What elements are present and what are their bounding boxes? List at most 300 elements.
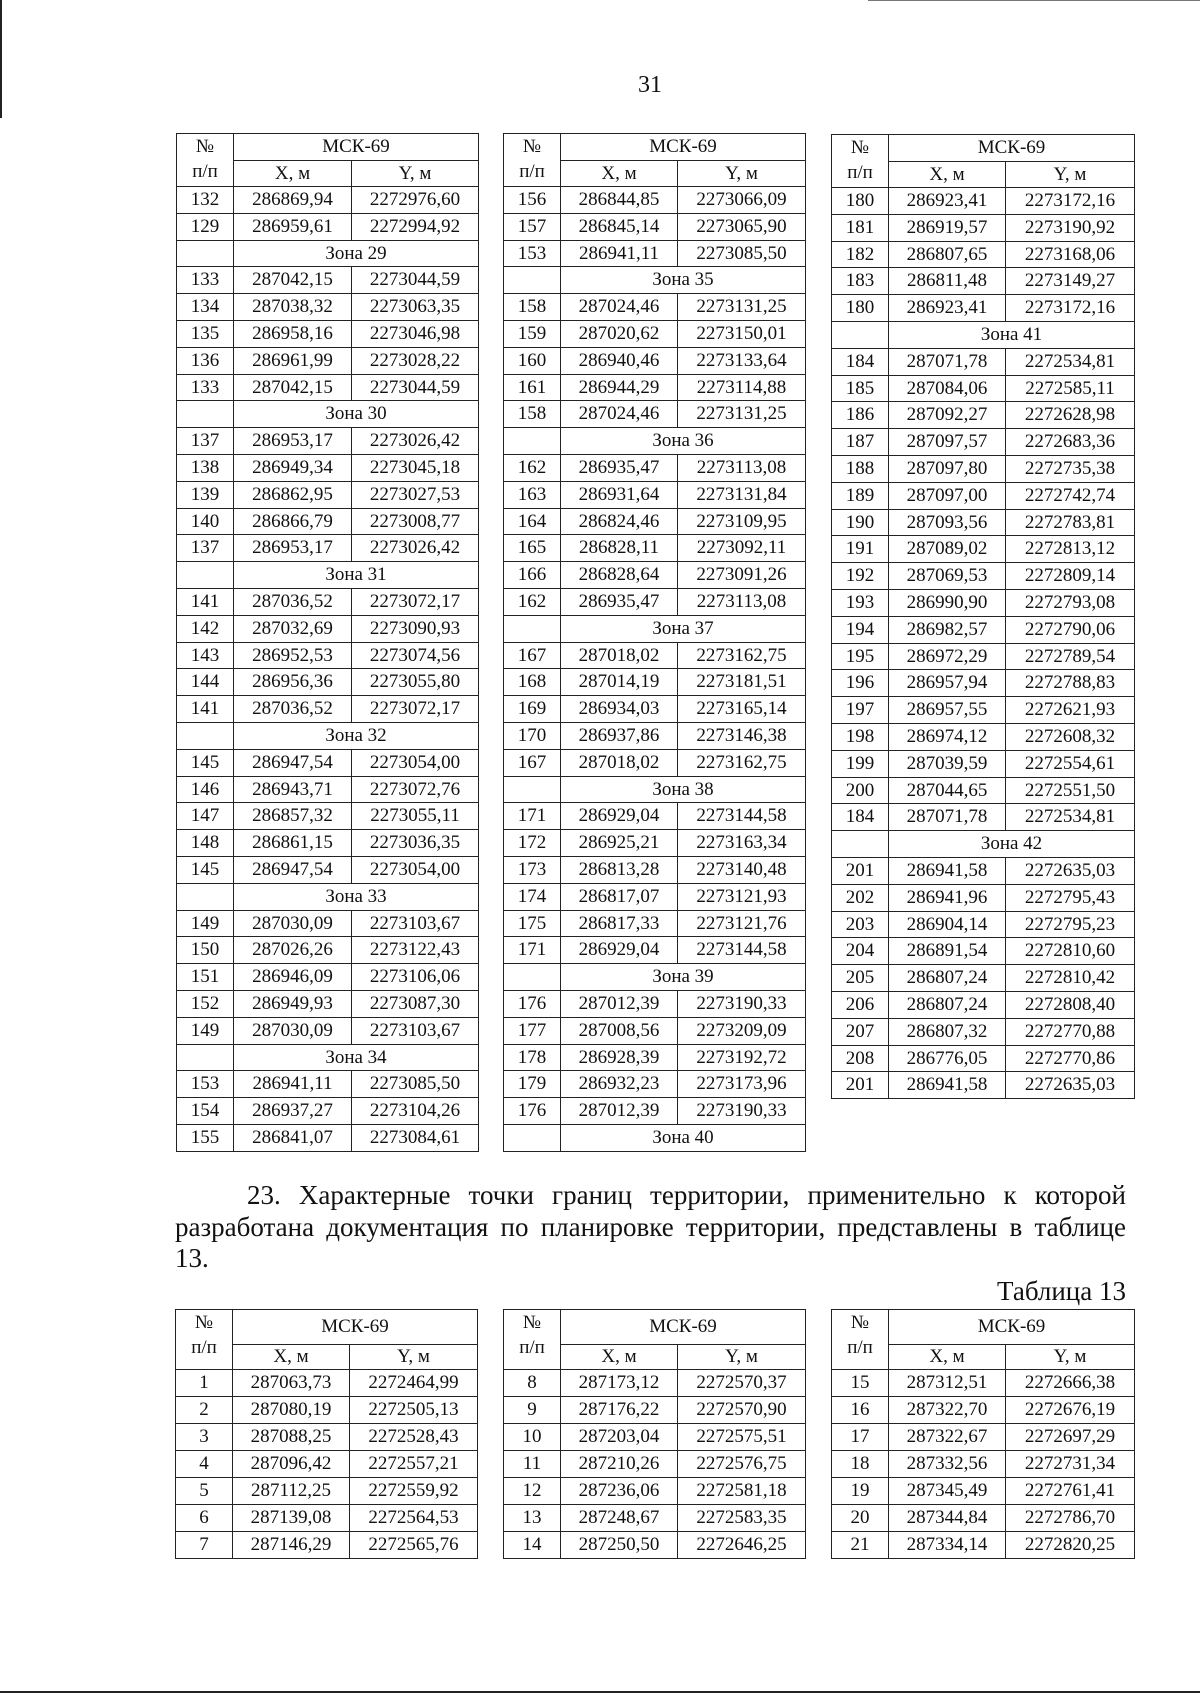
table-row <box>832 509 1135 536</box>
y-coordinate-cell: 2272628,98 <box>1006 402 1135 429</box>
y-coordinate-cell: 2273113,08 <box>678 454 806 481</box>
point-number-cell: 8 <box>504 1370 561 1397</box>
table-row <box>177 1017 479 1044</box>
x-coordinate-cell: 286944,29 <box>561 374 678 401</box>
table-row <box>504 696 806 723</box>
y-coordinate-cell: 2273074,56 <box>352 642 479 669</box>
table-row <box>832 375 1135 402</box>
x-coordinate-cell: 287344,84 <box>889 1505 1006 1532</box>
point-number-cell: 189 <box>832 482 889 509</box>
x-coordinate-cell: 287014,19 <box>561 669 678 696</box>
x-coordinate-cell: 287089,02 <box>889 536 1006 563</box>
table-row <box>177 856 479 883</box>
x-coordinate-cell: 287334,14 <box>889 1532 1006 1559</box>
point-number-cell: 191 <box>832 536 889 563</box>
zone-number-cell <box>832 321 889 348</box>
zone-row <box>504 776 806 803</box>
table-row <box>177 642 479 669</box>
zone-number-cell <box>177 1044 234 1071</box>
table-caption: Таблица 13 <box>997 1276 1126 1306</box>
header-row <box>832 1310 1135 1345</box>
zone-row <box>832 831 1135 858</box>
table-row <box>504 1017 806 1044</box>
table-row <box>177 937 479 964</box>
table-row <box>832 911 1135 938</box>
point-number-cell: 156 <box>504 187 561 214</box>
point-number-cell: 179 <box>504 1071 561 1098</box>
table-row <box>177 374 479 401</box>
y-coordinate-cell: 2273133,64 <box>678 347 806 374</box>
x-coordinate-cell: 286807,24 <box>889 991 1006 1018</box>
x-coordinate-cell: 287030,09 <box>234 1017 352 1044</box>
y-coordinate-cell: 2272676,19 <box>1006 1397 1135 1424</box>
x-coordinate-cell: 286957,55 <box>889 697 1006 724</box>
y-coordinate-cell: 2273121,93 <box>678 883 806 910</box>
point-number-cell: 148 <box>177 830 234 857</box>
y-coordinate-cell: 2273072,17 <box>352 696 479 723</box>
x-coordinate-cell: 286957,94 <box>889 670 1006 697</box>
point-number-cell: 201 <box>832 857 889 884</box>
point-number-cell: 206 <box>832 991 889 1018</box>
table-row <box>504 883 806 910</box>
x-coordinate-cell: 286974,12 <box>889 723 1006 750</box>
x-column-header: X, м <box>889 1345 1006 1370</box>
x-coordinate-cell: 286941,96 <box>889 884 1006 911</box>
y-coordinate-cell: 2273044,59 <box>352 374 479 401</box>
table-row <box>504 1071 806 1098</box>
point-number-cell: 7 <box>176 1532 233 1559</box>
table-row <box>832 268 1135 295</box>
zone-row <box>177 883 479 910</box>
zone-label: Зона 30 <box>234 401 479 428</box>
point-number-cell: 4 <box>176 1451 233 1478</box>
y-coordinate-cell: 2272464,99 <box>350 1370 478 1397</box>
x-coordinate-cell: 286841,07 <box>234 1124 352 1151</box>
y-coordinate-cell: 2272793,08 <box>1006 589 1135 616</box>
table-row <box>832 429 1135 456</box>
x-coordinate-cell: 287063,73 <box>233 1370 350 1397</box>
table-row <box>177 776 479 803</box>
x-coordinate-cell: 286925,21 <box>561 830 678 857</box>
y-coordinate-cell: 2272557,21 <box>350 1451 478 1478</box>
x-coordinate-cell: 286807,65 <box>889 241 1006 268</box>
y-coordinate-cell: 2272813,12 <box>1006 536 1135 563</box>
point-number-cell: 186 <box>832 402 889 429</box>
number-abbrev: п/п <box>191 1337 217 1358</box>
point-number-cell: 180 <box>832 295 889 322</box>
x-column-header: X, м <box>889 161 1006 188</box>
y-coordinate-cell: 2273172,16 <box>1006 188 1135 215</box>
y-coordinate-cell: 2273063,35 <box>352 294 479 321</box>
zone-row <box>177 722 479 749</box>
point-number-cell: 3 <box>176 1424 233 1451</box>
table-row <box>832 1478 1135 1505</box>
table-row <box>832 750 1135 777</box>
table-row <box>832 697 1135 724</box>
y-coordinate-cell: 2273028,22 <box>352 347 479 374</box>
x-coordinate-cell: 286953,17 <box>234 535 352 562</box>
zone-number-cell <box>504 267 561 294</box>
y-coordinate-cell: 2273162,75 <box>678 749 806 776</box>
x-coordinate-cell: 286937,27 <box>234 1098 352 1125</box>
table-row <box>832 643 1135 670</box>
table-row <box>504 562 806 589</box>
zone-label: Зона 40 <box>561 1124 806 1151</box>
y-coordinate-cell: 2273131,25 <box>678 294 806 321</box>
x-coordinate-cell: 286817,07 <box>561 883 678 910</box>
y-coordinate-cell: 2272575,51 <box>678 1424 806 1451</box>
x-coordinate-cell: 287032,69 <box>234 615 352 642</box>
point-number-cell: 208 <box>832 1045 889 1072</box>
x-coordinate-cell: 287097,80 <box>889 455 1006 482</box>
x-coordinate-cell: 287097,00 <box>889 482 1006 509</box>
point-number-cell: 158 <box>504 401 561 428</box>
table-row <box>832 295 1135 322</box>
table-row <box>177 749 479 776</box>
point-number-cell: 5 <box>176 1478 233 1505</box>
table-row <box>177 803 479 830</box>
table-row <box>832 965 1135 992</box>
point-number-cell: 205 <box>832 965 889 992</box>
y-coordinate-cell: 2272770,88 <box>1006 1018 1135 1045</box>
x-column-header: X, м <box>234 160 352 187</box>
table-row <box>832 402 1135 429</box>
y-coordinate-cell: 2273109,95 <box>678 508 806 535</box>
x-coordinate-cell: 286923,41 <box>889 188 1006 215</box>
point-number-cell: 133 <box>177 374 234 401</box>
zone-number-cell <box>832 831 889 858</box>
y-coordinate-cell: 2273146,38 <box>678 722 806 749</box>
y-coordinate-cell: 2272810,60 <box>1006 938 1135 965</box>
table-row <box>177 669 479 696</box>
x-coordinate-cell: 287248,67 <box>561 1505 678 1532</box>
point-number-cell: 132 <box>177 187 234 214</box>
x-coordinate-cell: 287036,52 <box>234 696 352 723</box>
x-coordinate-cell: 287096,42 <box>233 1451 350 1478</box>
point-number-cell: 184 <box>832 348 889 375</box>
zone-row <box>177 1044 479 1071</box>
point-number-cell: 165 <box>504 535 561 562</box>
zone-row <box>177 401 479 428</box>
table-row <box>504 669 806 696</box>
table-row <box>177 696 479 723</box>
zone-label: Зона 31 <box>234 562 479 589</box>
y-coordinate-cell: 2272635,03 <box>1006 857 1135 884</box>
y-coordinate-cell: 2273087,30 <box>352 990 479 1017</box>
y-coordinate-cell: 2272564,53 <box>350 1505 478 1532</box>
zone-number-cell <box>177 883 234 910</box>
point-number-cell: 160 <box>504 347 561 374</box>
y-coordinate-cell: 2273091,26 <box>678 562 806 589</box>
table-row <box>504 1397 806 1424</box>
number-sign: № <box>850 1312 870 1333</box>
y-column-header: Y, м <box>1006 161 1135 188</box>
table-row <box>832 348 1135 375</box>
x-coordinate-cell: 287044,65 <box>889 777 1006 804</box>
scan-border-bottom <box>0 1691 1200 1693</box>
table-row <box>504 1370 806 1397</box>
x-coordinate-cell: 287173,12 <box>561 1370 678 1397</box>
paragraph-text: 23. Характерные точки границ территории, применительно к которой разработана документация по планировке территории, представлены в таблице 13. <box>175 1180 1126 1273</box>
y-coordinate-cell: 2273072,76 <box>352 776 479 803</box>
x-coordinate-cell: 286929,04 <box>561 937 678 964</box>
x-coordinate-cell: 287080,19 <box>233 1397 350 1424</box>
point-number-cell: 140 <box>177 508 234 535</box>
table-row <box>832 241 1135 268</box>
point-number-cell: 15 <box>832 1370 889 1397</box>
x-coordinate-cell: 286861,15 <box>234 830 352 857</box>
point-number-cell: 137 <box>177 428 234 455</box>
y-coordinate-cell: 2273106,06 <box>352 964 479 991</box>
number-header-cell <box>504 1310 561 1370</box>
point-number-cell: 194 <box>832 616 889 643</box>
zone-number-cell <box>504 615 561 642</box>
y-coordinate-cell: 2272570,90 <box>678 1397 806 1424</box>
table-row <box>504 1532 806 1559</box>
table-row <box>504 1424 806 1451</box>
zone-label: Зона 38 <box>561 776 806 803</box>
y-column-header: Y, м <box>352 160 479 187</box>
table-body <box>832 135 1135 1099</box>
point-number-cell: 207 <box>832 1018 889 1045</box>
x-coordinate-cell: 286928,39 <box>561 1044 678 1071</box>
header-row <box>832 135 1135 162</box>
y-coordinate-cell: 2273144,58 <box>678 803 806 830</box>
point-number-cell: 161 <box>504 374 561 401</box>
table-row <box>177 1098 479 1125</box>
y-coordinate-cell: 2273054,00 <box>352 749 479 776</box>
zone-row <box>504 964 806 991</box>
zone-number-cell <box>504 776 561 803</box>
x-coordinate-cell: 287071,78 <box>889 348 1006 375</box>
point-number-cell: 147 <box>177 803 234 830</box>
y-coordinate-cell: 2272534,81 <box>1006 804 1135 831</box>
y-coordinate-cell: 2272635,03 <box>1006 1072 1135 1099</box>
x-column-header: X, м <box>561 160 678 187</box>
header-row <box>177 134 479 161</box>
table-row <box>504 374 806 401</box>
y-coordinate-cell: 2272621,93 <box>1006 697 1135 724</box>
x-coordinate-cell: 286940,46 <box>561 347 678 374</box>
table-row <box>177 535 479 562</box>
number-sign: № <box>194 1312 214 1333</box>
point-number-cell: 20 <box>832 1505 889 1532</box>
x-coordinate-cell: 287203,04 <box>561 1424 678 1451</box>
number-abbrev: п/п <box>847 162 873 183</box>
table-row <box>504 454 806 481</box>
number-sign: № <box>195 136 215 157</box>
y-coordinate-cell: 2273181,51 <box>678 669 806 696</box>
x-coordinate-cell: 286776,05 <box>889 1045 1006 1072</box>
point-number-cell: 182 <box>832 241 889 268</box>
x-column-header: X, м <box>233 1345 350 1370</box>
page-number: 31 <box>638 72 662 98</box>
x-coordinate-cell: 286946,09 <box>234 964 352 991</box>
x-coordinate-cell: 286813,28 <box>561 856 678 883</box>
table-row <box>832 616 1135 643</box>
point-number-cell: 152 <box>177 990 234 1017</box>
y-coordinate-cell: 2272666,38 <box>1006 1370 1135 1397</box>
point-number-cell: 135 <box>177 320 234 347</box>
table-row <box>504 910 806 937</box>
x-coordinate-cell: 286961,99 <box>234 347 352 374</box>
point-number-cell: 196 <box>832 670 889 697</box>
point-number-cell: 170 <box>504 722 561 749</box>
x-coordinate-cell: 286941,58 <box>889 857 1006 884</box>
table-row <box>832 455 1135 482</box>
point-number-cell: 141 <box>177 588 234 615</box>
y-coordinate-cell: 2272795,43 <box>1006 884 1135 911</box>
table-row <box>832 214 1135 241</box>
table-row <box>177 588 479 615</box>
x-coordinate-cell: 287322,67 <box>889 1424 1006 1451</box>
coordinate-system-header: МСК-69 <box>889 1310 1135 1345</box>
point-number-cell: 13 <box>504 1505 561 1532</box>
y-coordinate-cell: 2273103,67 <box>352 910 479 937</box>
table-row <box>832 188 1135 215</box>
table-row <box>177 267 479 294</box>
table-row <box>504 535 806 562</box>
point-number-cell: 158 <box>504 294 561 321</box>
y-coordinate-cell: 2272570,37 <box>678 1370 806 1397</box>
table-row <box>504 294 806 321</box>
x-coordinate-cell: 287250,50 <box>561 1532 678 1559</box>
point-number-cell: 178 <box>504 1044 561 1071</box>
y-coordinate-cell: 2273209,09 <box>678 1017 806 1044</box>
y-coordinate-cell: 2273036,35 <box>352 830 479 857</box>
zone-number-cell <box>177 401 234 428</box>
x-coordinate-cell: 286941,11 <box>234 1071 352 1098</box>
table-row <box>832 563 1135 590</box>
header-row <box>504 1310 806 1345</box>
table-row <box>832 1072 1135 1099</box>
table-row <box>504 320 806 347</box>
zone-label: Зона 34 <box>234 1044 479 1071</box>
y-coordinate-cell: 2272697,29 <box>1006 1424 1135 1451</box>
table-body <box>177 134 479 1152</box>
y-coordinate-cell: 2273090,93 <box>352 615 479 642</box>
x-coordinate-cell: 286931,64 <box>561 481 678 508</box>
point-number-cell: 12 <box>504 1478 561 1505</box>
table-row <box>504 1478 806 1505</box>
y-coordinate-cell: 2273190,33 <box>678 990 806 1017</box>
x-coordinate-cell: 286972,29 <box>889 643 1006 670</box>
point-number-cell: 187 <box>832 429 889 456</box>
zone-row <box>177 562 479 589</box>
y-coordinate-cell: 2272788,83 <box>1006 670 1135 697</box>
y-coordinate-cell: 2273092,11 <box>678 535 806 562</box>
y-coordinate-cell: 2273055,11 <box>352 803 479 830</box>
y-coordinate-cell: 2273131,25 <box>678 401 806 428</box>
y-coordinate-cell: 2273027,53 <box>352 481 479 508</box>
table-row <box>504 481 806 508</box>
coordinate-system-header: МСК-69 <box>561 134 806 161</box>
table-row <box>832 777 1135 804</box>
y-coordinate-cell: 2273008,77 <box>352 508 479 535</box>
y-coordinate-cell: 2272554,61 <box>1006 750 1135 777</box>
zone-row <box>504 1124 806 1151</box>
x-coordinate-cell: 286845,14 <box>561 213 678 240</box>
table-row <box>177 830 479 857</box>
number-abbrev: п/п <box>847 1337 873 1358</box>
zone-label: Зона 37 <box>561 615 806 642</box>
y-coordinate-cell: 2273165,14 <box>678 696 806 723</box>
y-coordinate-cell: 2272505,13 <box>350 1397 478 1424</box>
header-row <box>176 1310 478 1345</box>
point-number-cell: 177 <box>504 1017 561 1044</box>
x-coordinate-cell: 286990,90 <box>889 589 1006 616</box>
table-row <box>177 454 479 481</box>
y-coordinate-cell: 2273054,00 <box>352 856 479 883</box>
coordinate-system-header: МСК-69 <box>561 1310 806 1345</box>
zone-label: Зона 33 <box>234 883 479 910</box>
zone-label: Зона 32 <box>234 722 479 749</box>
point-number-cell: 157 <box>504 213 561 240</box>
table-row <box>832 938 1135 965</box>
table-row <box>176 1505 478 1532</box>
x-coordinate-cell: 286941,58 <box>889 1072 1006 1099</box>
y-coordinate-cell: 2273113,08 <box>678 588 806 615</box>
table-row <box>177 964 479 991</box>
x-coordinate-cell: 286982,57 <box>889 616 1006 643</box>
table-row <box>832 991 1135 1018</box>
y-coordinate-cell: 2273085,50 <box>352 1071 479 1098</box>
x-coordinate-cell: 287018,02 <box>561 642 678 669</box>
zone-number-cell <box>504 1124 561 1151</box>
zone-label: Зона 36 <box>561 428 806 455</box>
table-row <box>504 749 806 776</box>
zone-row <box>504 615 806 642</box>
table-row <box>177 187 479 214</box>
x-coordinate-cell: 286941,11 <box>561 240 678 267</box>
x-coordinate-cell: 287236,06 <box>561 1478 678 1505</box>
x-coordinate-cell: 286952,53 <box>234 642 352 669</box>
x-coordinate-cell: 287088,25 <box>233 1424 350 1451</box>
point-number-cell: 198 <box>832 723 889 750</box>
number-sign: № <box>522 1312 542 1333</box>
point-number-cell: 201 <box>832 1072 889 1099</box>
x-coordinate-cell: 287084,06 <box>889 375 1006 402</box>
number-header-cell <box>832 135 889 188</box>
point-number-cell: 129 <box>177 213 234 240</box>
x-coordinate-cell: 287210,26 <box>561 1451 678 1478</box>
table-row <box>832 1505 1135 1532</box>
point-number-cell: 11 <box>504 1451 561 1478</box>
table-row <box>504 588 806 615</box>
x-coordinate-cell: 287008,56 <box>561 1017 678 1044</box>
point-number-cell: 159 <box>504 320 561 347</box>
point-number-cell: 166 <box>504 562 561 589</box>
y-coordinate-cell: 2273046,98 <box>352 320 479 347</box>
x-coordinate-cell: 286947,54 <box>234 856 352 883</box>
table-body <box>504 134 806 1152</box>
point-number-cell: 204 <box>832 938 889 965</box>
table-row <box>832 1045 1135 1072</box>
x-coordinate-cell: 287042,15 <box>234 267 352 294</box>
x-coordinate-cell: 286866,79 <box>234 508 352 535</box>
x-coordinate-cell: 287026,26 <box>234 937 352 964</box>
y-coordinate-cell: 2272742,74 <box>1006 482 1135 509</box>
y-coordinate-cell: 2272565,76 <box>350 1532 478 1559</box>
y-coordinate-cell: 2273122,43 <box>352 937 479 964</box>
table-row <box>504 1451 806 1478</box>
table-row <box>504 937 806 964</box>
table-row <box>832 723 1135 750</box>
x-coordinate-cell: 287146,29 <box>233 1532 350 1559</box>
table-row <box>832 1451 1135 1478</box>
point-number-cell: 17 <box>832 1424 889 1451</box>
point-number-cell: 164 <box>504 508 561 535</box>
